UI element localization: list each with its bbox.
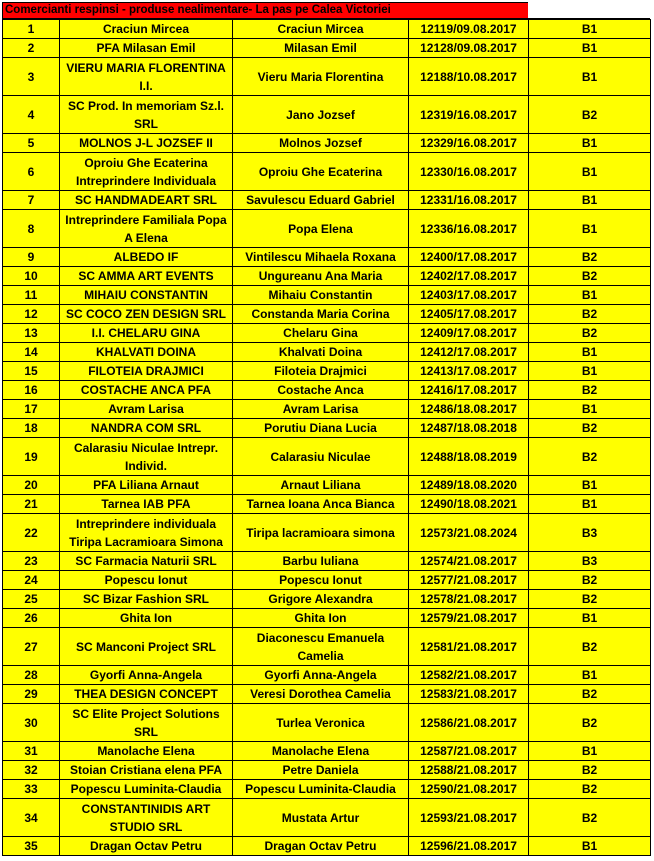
person-name-cell[interactable]: Petre Daniela — [233, 761, 409, 780]
row-number-cell[interactable]: 24 — [3, 571, 60, 590]
row-number-cell[interactable]: 8 — [3, 210, 60, 248]
category-cell[interactable]: B1 — [529, 362, 651, 381]
table-row — [3, 609, 651, 628]
person-name-cell[interactable]: Ghita Ion — [233, 609, 409, 628]
person-name-cell[interactable]: Molnos Jozsef — [233, 134, 409, 153]
row-number-cell[interactable]: 7 — [3, 191, 60, 210]
company-name-cell[interactable]: ALBEDO IF — [60, 248, 233, 267]
category-cell[interactable]: B2 — [529, 248, 651, 267]
category-cell[interactable]: B2 — [529, 324, 651, 343]
person-name-cell[interactable]: Mihaiu Constantin — [233, 286, 409, 305]
registration-number-cell[interactable]: 12330/16.08.2017 — [409, 153, 529, 191]
company-name-cell[interactable]: Manolache Elena — [60, 742, 233, 761]
category-cell[interactable]: B1 — [529, 58, 651, 96]
table-row — [3, 153, 651, 191]
person-name-cell[interactable]: Diaconescu Emanuela Camelia — [233, 628, 409, 666]
company-name-cell[interactable]: THEA DESIGN CONCEPT — [60, 685, 233, 704]
company-name-cell[interactable]: Dragan Octav Petru — [60, 837, 233, 856]
table-row — [3, 628, 651, 666]
company-name-cell[interactable]: SC COCO ZEN DESIGN SRL — [60, 305, 233, 324]
person-name-cell[interactable]: Oproiu Ghe Ecaterina — [233, 153, 409, 191]
empty-cell[interactable] — [528, 2, 650, 19]
company-name-cell[interactable]: I.I. CHELARU GINA — [60, 324, 233, 343]
person-name-cell[interactable]: Tiripa lacramioara simona — [233, 514, 409, 552]
person-name-cell[interactable]: Jano Jozsef — [233, 96, 409, 134]
category-cell[interactable]: B1 — [529, 153, 651, 191]
row-number-cell[interactable]: 34 — [3, 799, 60, 837]
category-cell[interactable]: B2 — [529, 438, 651, 476]
company-name-cell[interactable]: COSTACHE ANCA PFA — [60, 381, 233, 400]
person-name-cell[interactable]: Ungureanu Ana Maria — [233, 267, 409, 286]
registration-number-cell[interactable]: 12336/16.08.2017 — [409, 210, 529, 248]
company-name-cell[interactable]: PFA Milasan Emil — [60, 39, 233, 58]
table-row — [3, 400, 651, 419]
registration-number-cell[interactable]: 12416/17.08.2017 — [409, 381, 529, 400]
person-name-cell[interactable]: Dragan Octav Petru — [233, 837, 409, 856]
person-name-cell[interactable]: Porutiu Diana Lucia — [233, 419, 409, 438]
company-name-cell[interactable]: SC Prod. In memoriam Sz.l. SRL — [60, 96, 233, 134]
row-number-cell[interactable]: 5 — [3, 134, 60, 153]
person-name-cell[interactable]: Veresi Dorothea Camelia — [233, 685, 409, 704]
registration-number-cell[interactable]: 12590/21.08.2017 — [409, 780, 529, 799]
category-cell[interactable]: B1 — [529, 191, 651, 210]
company-name-cell[interactable]: Calarasiu Niculae Intrepr. Individ. — [60, 438, 233, 476]
registration-number-cell[interactable]: 12579/21.08.2017 — [409, 609, 529, 628]
table-row — [3, 495, 651, 514]
company-name-cell[interactable]: VIERU MARIA FLORENTINA I.I. — [60, 58, 233, 96]
row-number-cell[interactable]: 9 — [3, 248, 60, 267]
row-number-cell[interactable]: 2 — [3, 39, 60, 58]
category-cell[interactable]: B2 — [529, 305, 651, 324]
company-name-cell[interactable]: NANDRA COM SRL — [60, 419, 233, 438]
person-name-cell[interactable]: Grigore Alexandra — [233, 590, 409, 609]
table-row — [3, 362, 651, 381]
row-number-cell[interactable]: 21 — [3, 495, 60, 514]
registration-number-cell[interactable]: 12581/21.08.2017 — [409, 628, 529, 666]
registration-number-cell[interactable]: 12488/18.08.2019 — [409, 438, 529, 476]
category-cell[interactable]: B1 — [529, 742, 651, 761]
person-name-cell[interactable]: Calarasiu Niculae — [233, 438, 409, 476]
registration-number-cell[interactable]: 12128/09.08.2017 — [409, 39, 529, 58]
row-number-cell[interactable]: 13 — [3, 324, 60, 343]
person-name-cell[interactable]: Milasan Emil — [233, 39, 409, 58]
person-name-cell[interactable]: Gyorfi Anna-Angela — [233, 666, 409, 685]
registration-number-cell[interactable]: 12489/18.08.2020 — [409, 476, 529, 495]
company-name-cell[interactable]: Popescu Luminita-Claudia — [60, 780, 233, 799]
category-cell[interactable]: B2 — [529, 571, 651, 590]
company-name-cell[interactable]: Intreprindere individuala Tiripa Lacramioara Simona — [60, 514, 233, 552]
registration-number-cell[interactable]: 12405/17.08.2017 — [409, 305, 529, 324]
table-row — [3, 761, 651, 780]
person-name-cell[interactable]: Chelaru Gina — [233, 324, 409, 343]
company-name-cell[interactable]: Gyorfi Anna-Angela — [60, 666, 233, 685]
company-name-cell[interactable]: MOLNOS J-L JOZSEF II — [60, 134, 233, 153]
person-name-cell[interactable]: Constanda Maria Corina — [233, 305, 409, 324]
row-number-cell[interactable]: 1 — [3, 20, 60, 39]
row-number-cell[interactable]: 25 — [3, 590, 60, 609]
table-row — [3, 780, 651, 799]
row-number-cell[interactable]: 32 — [3, 761, 60, 780]
category-cell[interactable]: B2 — [529, 419, 651, 438]
company-name-cell[interactable]: PFA Liliana Arnaut — [60, 476, 233, 495]
row-number-cell[interactable]: 35 — [3, 837, 60, 856]
row-number-cell[interactable]: 20 — [3, 476, 60, 495]
registration-number-cell[interactable]: 12586/21.08.2017 — [409, 704, 529, 742]
table-row — [3, 685, 651, 704]
row-number-cell[interactable]: 15 — [3, 362, 60, 381]
registration-number-cell[interactable]: 12486/18.08.2017 — [409, 400, 529, 419]
category-cell[interactable]: B1 — [529, 609, 651, 628]
person-name-cell[interactable]: Avram Larisa — [233, 400, 409, 419]
registration-number-cell[interactable]: 12402/17.08.2017 — [409, 267, 529, 286]
company-name-cell[interactable]: SC Elite Project Solutions SRL — [60, 704, 233, 742]
category-cell[interactable]: B3 — [529, 514, 651, 552]
row-number-cell[interactable]: 19 — [3, 438, 60, 476]
registration-number-cell[interactable]: 12413/17.08.2017 — [409, 362, 529, 381]
company-name-cell[interactable]: KHALVATI DOINA — [60, 343, 233, 362]
registration-number-cell[interactable]: 12329/16.08.2017 — [409, 134, 529, 153]
registration-number-cell[interactable]: 12582/21.08.2017 — [409, 666, 529, 685]
company-name-cell[interactable]: CONSTANTINIDIS ART STUDIO SRL — [60, 799, 233, 837]
registration-number-cell[interactable]: 12403/17.08.2017 — [409, 286, 529, 305]
registration-number-cell[interactable]: 12574/21.08.2017 — [409, 552, 529, 571]
table-row — [3, 419, 651, 438]
registration-number-cell[interactable]: 12412/17.08.2017 — [409, 343, 529, 362]
category-cell[interactable]: B1 — [529, 286, 651, 305]
row-number-cell[interactable]: 10 — [3, 267, 60, 286]
company-name-cell[interactable]: Oproiu Ghe Ecaterina Intreprindere Individuala — [60, 153, 233, 191]
table-row — [3, 210, 651, 248]
person-name-cell[interactable]: Tarnea Ioana Anca Bianca — [233, 495, 409, 514]
category-cell[interactable]: B3 — [529, 552, 651, 571]
row-number-cell[interactable]: 11 — [3, 286, 60, 305]
table-row — [3, 191, 651, 210]
company-name-cell[interactable]: Stoian Cristiana elena PFA — [60, 761, 233, 780]
company-name-cell[interactable]: SC HANDMADEART SRL — [60, 191, 233, 210]
person-name-cell[interactable]: Khalvati Doina — [233, 343, 409, 362]
row-number-cell[interactable]: 30 — [3, 704, 60, 742]
table-row — [3, 381, 651, 400]
category-cell[interactable]: B1 — [529, 666, 651, 685]
table-body — [3, 20, 651, 856]
category-cell[interactable]: B2 — [529, 704, 651, 742]
row-number-cell[interactable]: 23 — [3, 552, 60, 571]
person-name-cell[interactable]: Turlea Veronica — [233, 704, 409, 742]
company-name-cell[interactable]: Avram Larisa — [60, 400, 233, 419]
category-cell[interactable]: B1 — [529, 39, 651, 58]
registration-number-cell[interactable]: 12587/21.08.2017 — [409, 742, 529, 761]
person-name-cell[interactable]: Manolache Elena — [233, 742, 409, 761]
registration-number-cell[interactable]: 12578/21.08.2017 — [409, 590, 529, 609]
person-name-cell[interactable]: Barbu Iuliana — [233, 552, 409, 571]
rejected-merchants-table — [2, 19, 651, 856]
table-row — [3, 20, 651, 39]
table-row — [3, 286, 651, 305]
table-row — [3, 134, 651, 153]
company-name-cell[interactable]: FILOTEIA DRAJMICI — [60, 362, 233, 381]
person-name-cell[interactable]: Craciun Mircea — [233, 20, 409, 39]
person-name-cell[interactable]: Vintilescu Mihaela Roxana — [233, 248, 409, 267]
registration-number-cell[interactable]: 12409/17.08.2017 — [409, 324, 529, 343]
company-name-cell[interactable]: SC Manconi Project SRL — [60, 628, 233, 666]
table-row — [3, 324, 651, 343]
person-name-cell[interactable]: Filoteia Drajmici — [233, 362, 409, 381]
table-row — [3, 590, 651, 609]
person-name-cell[interactable]: Popescu Ionut — [233, 571, 409, 590]
row-number-cell[interactable]: 6 — [3, 153, 60, 191]
sheet-title-cell[interactable]: Comercianti respinsi - produse nealimentare- La pas pe Calea Victoriei — [2, 2, 528, 19]
category-cell[interactable]: B2 — [529, 799, 651, 837]
title-row — [2, 2, 651, 19]
registration-number-cell[interactable]: 12583/21.08.2017 — [409, 685, 529, 704]
table-row — [3, 666, 651, 685]
registration-number-cell[interactable]: 12577/21.08.2017 — [409, 571, 529, 590]
registration-number-cell[interactable]: 12319/16.08.2017 — [409, 96, 529, 134]
category-cell[interactable]: B1 — [529, 343, 651, 362]
row-number-cell[interactable]: 27 — [3, 628, 60, 666]
table-row — [3, 514, 651, 552]
table-row — [3, 552, 651, 571]
table-row — [3, 58, 651, 96]
row-number-cell[interactable]: 18 — [3, 419, 60, 438]
company-name-cell[interactable]: Intreprindere Familiala Popa A Elena — [60, 210, 233, 248]
table-row — [3, 438, 651, 476]
registration-number-cell[interactable]: 12331/16.08.2017 — [409, 191, 529, 210]
row-number-cell[interactable]: 14 — [3, 343, 60, 362]
table-row — [3, 267, 651, 286]
row-number-cell[interactable]: 17 — [3, 400, 60, 419]
table-row — [3, 343, 651, 362]
spreadsheet — [2, 2, 651, 856]
table-row — [3, 476, 651, 495]
category-cell[interactable]: B1 — [529, 476, 651, 495]
person-name-cell[interactable]: Mustata Artur — [233, 799, 409, 837]
row-number-cell[interactable]: 33 — [3, 780, 60, 799]
row-number-cell[interactable]: 3 — [3, 58, 60, 96]
registration-number-cell[interactable]: 12400/17.08.2017 — [409, 248, 529, 267]
company-name-cell[interactable]: Craciun Mircea — [60, 20, 233, 39]
category-cell[interactable]: B1 — [529, 20, 651, 39]
category-cell[interactable]: B1 — [529, 837, 651, 856]
category-cell[interactable]: B2 — [529, 381, 651, 400]
table-row — [3, 39, 651, 58]
row-number-cell[interactable]: 4 — [3, 96, 60, 134]
row-number-cell[interactable]: 31 — [3, 742, 60, 761]
category-cell[interactable]: B2 — [529, 628, 651, 666]
table-row — [3, 837, 651, 856]
registration-number-cell[interactable]: 12188/10.08.2017 — [409, 58, 529, 96]
row-number-cell[interactable]: 29 — [3, 685, 60, 704]
row-number-cell[interactable]: 26 — [3, 609, 60, 628]
person-name-cell[interactable]: Vieru Maria Florentina — [233, 58, 409, 96]
category-cell[interactable]: B2 — [529, 780, 651, 799]
row-number-cell[interactable]: 12 — [3, 305, 60, 324]
category-cell[interactable]: B1 — [529, 210, 651, 248]
table-row — [3, 305, 651, 324]
registration-number-cell[interactable]: 12487/18.08.2018 — [409, 419, 529, 438]
table-row — [3, 96, 651, 134]
person-name-cell[interactable]: Costache Anca — [233, 381, 409, 400]
row-number-cell[interactable]: 16 — [3, 381, 60, 400]
table-row — [3, 704, 651, 742]
registration-number-cell[interactable]: 12596/21.08.2017 — [409, 837, 529, 856]
table-row — [3, 742, 651, 761]
category-cell[interactable]: B2 — [529, 761, 651, 780]
category-cell[interactable]: B2 — [529, 267, 651, 286]
company-name-cell[interactable]: MIHAIU CONSTANTIN — [60, 286, 233, 305]
table-row — [3, 248, 651, 267]
company-name-cell[interactable]: Tarnea IAB PFA — [60, 495, 233, 514]
company-name-cell[interactable]: Popescu Ionut — [60, 571, 233, 590]
category-cell[interactable]: B1 — [529, 134, 651, 153]
category-cell[interactable]: B1 — [529, 400, 651, 419]
person-name-cell[interactable]: Popescu Luminita-Claudia — [233, 780, 409, 799]
category-cell[interactable]: B1 — [529, 495, 651, 514]
category-cell[interactable]: B2 — [529, 685, 651, 704]
registration-number-cell[interactable]: 12490/18.08.2021 — [409, 495, 529, 514]
registration-number-cell[interactable]: 12588/21.08.2017 — [409, 761, 529, 780]
person-name-cell[interactable]: Savulescu Eduard Gabriel — [233, 191, 409, 210]
company-name-cell[interactable]: SC AMMA ART EVENTS — [60, 267, 233, 286]
category-cell[interactable]: B2 — [529, 96, 651, 134]
row-number-cell[interactable]: 28 — [3, 666, 60, 685]
registration-number-cell[interactable]: 12573/21.08.2024 — [409, 514, 529, 552]
category-cell[interactable]: B2 — [529, 590, 651, 609]
company-name-cell[interactable]: Ghita Ion — [60, 609, 233, 628]
table-row — [3, 571, 651, 590]
person-name-cell[interactable]: Arnaut Liliana — [233, 476, 409, 495]
company-name-cell[interactable]: SC Farmacia Naturii SRL — [60, 552, 233, 571]
registration-number-cell[interactable]: 12593/21.08.2017 — [409, 799, 529, 837]
table-row — [3, 799, 651, 837]
registration-number-cell[interactable]: 12119/09.08.2017 — [409, 20, 529, 39]
company-name-cell[interactable]: SC Bizar Fashion SRL — [60, 590, 233, 609]
person-name-cell[interactable]: Popa Elena — [233, 210, 409, 248]
row-number-cell[interactable]: 22 — [3, 514, 60, 552]
